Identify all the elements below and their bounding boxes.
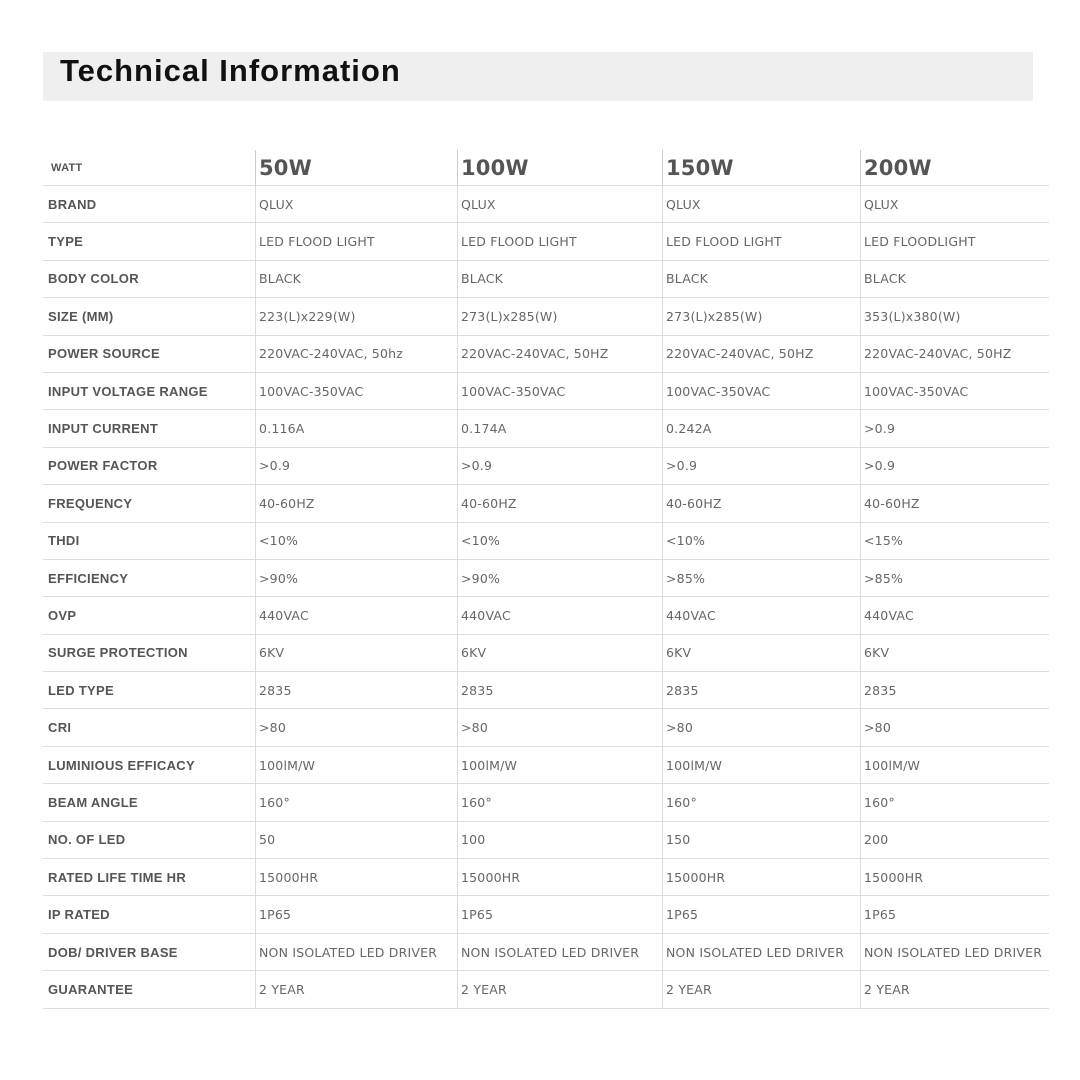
table-header-row <box>43 150 1049 186</box>
row-label: SURGE PROTECTION <box>48 645 188 661</box>
table-cell: 2835 <box>860 672 1049 708</box>
table-row <box>43 784 1049 821</box>
header-cell-50w: 50W <box>255 150 457 185</box>
table-cell: 2 YEAR <box>662 971 860 1007</box>
table-row <box>43 298 1049 335</box>
table-cell: >80 <box>860 709 1049 745</box>
table-cell: LED FLOOD LIGHT <box>457 223 662 259</box>
row-label: FREQUENCY <box>48 495 133 511</box>
table-cell: 50 <box>255 822 457 858</box>
table-cell: >90% <box>457 560 662 596</box>
table-cell: LED FLOOD LIGHT <box>662 223 860 259</box>
table-cell: >90% <box>255 560 457 596</box>
row-label: GUARANTEE <box>48 981 134 997</box>
header-label: WATT <box>51 161 83 174</box>
table-cell: >80 <box>255 709 457 745</box>
table-cell: 40-60HZ <box>662 485 860 521</box>
table-cell: 353(L)x380(W) <box>860 298 1049 334</box>
table-cell: 40-60HZ <box>255 485 457 521</box>
table-cell: >0.9 <box>457 448 662 484</box>
table-cell: 440VAC <box>255 597 457 633</box>
table-cell: 440VAC <box>457 597 662 633</box>
row-label: LED TYPE <box>48 682 114 698</box>
row-label: BEAM ANGLE <box>48 794 138 810</box>
table-cell: NON ISOLATED LED DRIVER <box>255 934 457 970</box>
table-cell: BLACK <box>662 261 860 297</box>
table-cell: 6KV <box>457 635 662 671</box>
table-cell: 2 YEAR <box>860 971 1049 1007</box>
table-row <box>43 410 1049 447</box>
page-title: Technical Information <box>60 53 401 88</box>
table-cell: 160° <box>255 784 457 820</box>
row-label: DOB/ DRIVER BASE <box>48 944 178 960</box>
table-cell: 15000HR <box>662 859 860 895</box>
table-cell: 100lM/W <box>662 747 860 783</box>
table-row <box>43 448 1049 485</box>
table-cell: 2835 <box>457 672 662 708</box>
title-bar <box>43 52 1033 101</box>
table-cell: 273(L)x285(W) <box>457 298 662 334</box>
row-label: EFFICIENCY <box>48 570 129 586</box>
table-cell: BLACK <box>457 261 662 297</box>
table-cell: 2835 <box>662 672 860 708</box>
table-cell: 100 <box>457 822 662 858</box>
table-cell: 100VAC-350VAC <box>457 373 662 409</box>
table-cell: 100lM/W <box>255 747 457 783</box>
table-cell: >0.9 <box>255 448 457 484</box>
table-cell: BLACK <box>860 261 1049 297</box>
table-cell: 160° <box>662 784 860 820</box>
table-cell: NON ISOLATED LED DRIVER <box>457 934 662 970</box>
row-label: SIZE (MM) <box>48 308 114 324</box>
table-cell: >85% <box>662 560 860 596</box>
row-label: RATED LIFE TIME HR <box>48 869 187 885</box>
table-cell: 1P65 <box>662 896 860 932</box>
row-label: INPUT CURRENT <box>48 421 159 437</box>
spec-table <box>43 150 1049 1009</box>
table-cell: >0.9 <box>860 448 1049 484</box>
header-cell-100w: 100W <box>457 150 662 185</box>
table-cell: QLUX <box>255 186 457 222</box>
header-cell-150w: 150W <box>662 150 860 185</box>
table-row <box>43 597 1049 634</box>
table-cell: 100VAC-350VAC <box>662 373 860 409</box>
table-row <box>43 709 1049 746</box>
row-label: LUMINIOUS EFFICACY <box>48 757 195 773</box>
table-cell: QLUX <box>860 186 1049 222</box>
table-cell: <10% <box>662 523 860 559</box>
table-row <box>43 672 1049 709</box>
table-cell: <15% <box>860 523 1049 559</box>
table-cell: 220VAC-240VAC, 50HZ <box>662 336 860 372</box>
row-label: INPUT VOLTAGE RANGE <box>48 383 208 399</box>
table-row <box>43 971 1049 1008</box>
table-cell: >0.9 <box>662 448 860 484</box>
table-cell: 40-60HZ <box>457 485 662 521</box>
table-row <box>43 485 1049 522</box>
row-label: NO. OF LED <box>48 832 126 848</box>
table-cell: NON ISOLATED LED DRIVER <box>662 934 860 970</box>
table-cell: LED FLOOD LIGHT <box>255 223 457 259</box>
table-cell: 0.174A <box>457 410 662 446</box>
table-cell: QLUX <box>662 186 860 222</box>
table-cell: 160° <box>457 784 662 820</box>
table-cell: 1P65 <box>255 896 457 932</box>
table-cell: 100lM/W <box>457 747 662 783</box>
row-label: BRAND <box>48 196 97 212</box>
table-row <box>43 635 1049 672</box>
table-row <box>43 560 1049 597</box>
table-row <box>43 186 1049 223</box>
table-cell: 2 YEAR <box>255 971 457 1007</box>
row-label: POWER FACTOR <box>48 458 158 474</box>
table-cell: 220VAC-240VAC, 50HZ <box>457 336 662 372</box>
row-label: CRI <box>48 720 72 736</box>
table-row <box>43 747 1049 784</box>
table-cell: >0.9 <box>860 410 1049 446</box>
table-cell: 200 <box>860 822 1049 858</box>
table-cell: 150 <box>662 822 860 858</box>
table-cell: 15000HR <box>255 859 457 895</box>
table-cell: 6KV <box>255 635 457 671</box>
row-label: POWER SOURCE <box>48 346 160 362</box>
table-row <box>43 896 1049 933</box>
table-cell: 220VAC-240VAC, 50hz <box>255 336 457 372</box>
table-row <box>43 523 1049 560</box>
table-row <box>43 336 1049 373</box>
row-label: THDI <box>48 533 80 549</box>
table-cell: 1P65 <box>457 896 662 932</box>
table-cell: 2835 <box>255 672 457 708</box>
table-cell: 6KV <box>662 635 860 671</box>
table-cell: 100VAC-350VAC <box>255 373 457 409</box>
table-cell: 100VAC-350VAC <box>860 373 1049 409</box>
row-label: IP RATED <box>48 907 110 923</box>
table-cell: >85% <box>860 560 1049 596</box>
table-cell: 0.242A <box>662 410 860 446</box>
table-cell: 0.116A <box>255 410 457 446</box>
table-cell: <10% <box>255 523 457 559</box>
table-cell: LED FLOODLIGHT <box>860 223 1049 259</box>
row-label: TYPE <box>48 234 84 250</box>
table-cell: 440VAC <box>662 597 860 633</box>
table-cell: 15000HR <box>860 859 1049 895</box>
table-cell: 6KV <box>860 635 1049 671</box>
table-row <box>43 934 1049 971</box>
table-row <box>43 822 1049 859</box>
table-cell: 15000HR <box>457 859 662 895</box>
table-cell: 1P65 <box>860 896 1049 932</box>
table-row <box>43 261 1049 298</box>
header-cell-200w: 200W <box>860 150 1049 185</box>
table-cell: BLACK <box>255 261 457 297</box>
table-cell: 440VAC <box>860 597 1049 633</box>
table-cell: 2 YEAR <box>457 971 662 1007</box>
table-cell: >80 <box>457 709 662 745</box>
row-label: OVP <box>48 607 77 623</box>
table-row <box>43 373 1049 410</box>
table-row <box>43 223 1049 260</box>
table-cell: 273(L)x285(W) <box>662 298 860 334</box>
table-cell: 223(L)x229(W) <box>255 298 457 334</box>
table-cell: 100lM/W <box>860 747 1049 783</box>
table-cell: 160° <box>860 784 1049 820</box>
table-cell: 220VAC-240VAC, 50HZ <box>860 336 1049 372</box>
table-cell: NON ISOLATED LED DRIVER <box>860 934 1049 970</box>
row-label: BODY COLOR <box>48 271 139 287</box>
table-cell: <10% <box>457 523 662 559</box>
table-cell: 40-60HZ <box>860 485 1049 521</box>
table-cell: >80 <box>662 709 860 745</box>
table-cell: QLUX <box>457 186 662 222</box>
table-row <box>43 859 1049 896</box>
